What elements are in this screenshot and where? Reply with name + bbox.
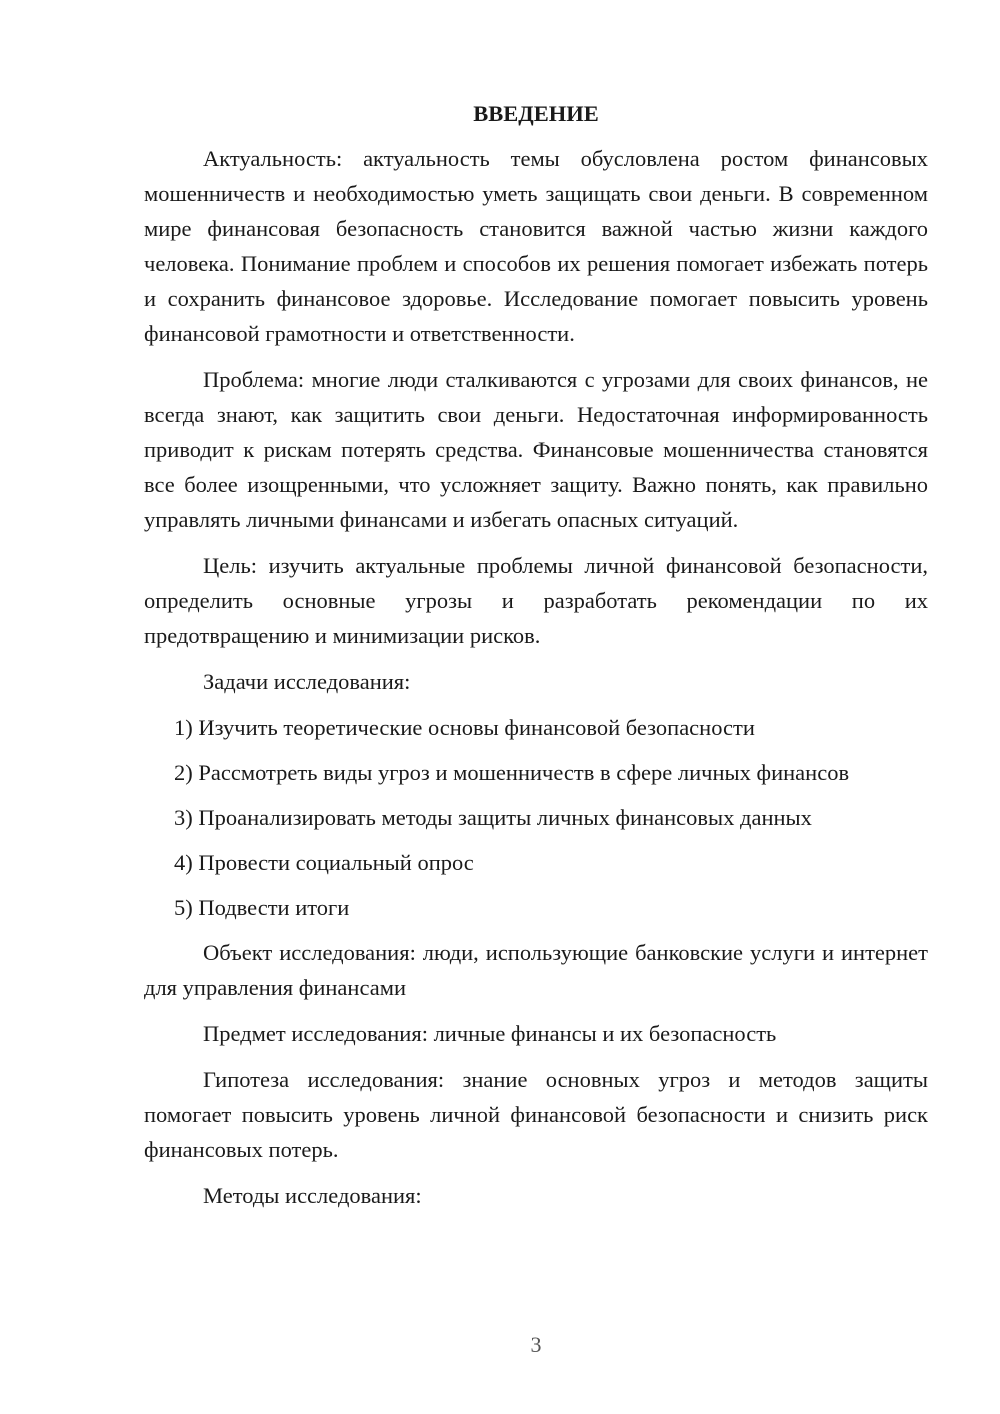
tasks-heading: Задачи исследования:	[203, 669, 411, 694]
paragraph-problem: Проблема: многие люди сталкиваются с угрозами для своих финансов, не всегда знают, как защитить свои деньги. Недостаточная информированность приводит к рискам потерять средства. Финансовые мошенничества становятся все более изощренными, что усложняет защиту. Важно понять, как правильно управлять личными финансами и избегать опасных ситуаций.	[144, 367, 928, 532]
paragraph-hypothesis: Гипотеза исследования: знание основных угроз и методов защиты помогает повысить уровень личной финансовой безопасности и снизить риск финансовых потерь.	[144, 1067, 928, 1162]
paragraph-subject: Предмет исследования: личные финансы и их безопасность	[203, 1021, 777, 1046]
paragraph-goal: Цель: изучить актуальные проблемы личной финансовой безопасности, определить основные угрозы и разработать рекомендации по их предотвращению и минимизации рисков.	[144, 553, 928, 648]
list-item: 4) Провести социальный опрос	[174, 850, 474, 875]
list-item: 1) Изучить теоретические основы финансовой безопасности	[174, 715, 755, 740]
methods-heading: Методы исследования:	[203, 1183, 422, 1208]
page-number: 3	[530, 1332, 542, 1357]
list-item: 2) Рассмотреть виды угроз и мошенничеств в сфере личных финансов	[174, 760, 850, 785]
paragraph-relevance: Актуальность: актуальность темы обусловлена ростом финансовых мошенничеств и необходимостью уметь защищать свои деньги. В современном мире финансовая безопасность становится важной частью жизни каждого человека. Понимание проблем и способов их решения помогает избежать потерь и сохранить финансовое здоровье. Исследование помогает повысить уровень финансовой грамотности и ответственности.	[144, 146, 928, 346]
list-item: 5) Подвести итоги	[174, 895, 350, 920]
section-title: ВВЕДЕНИЕ	[473, 101, 599, 126]
list-item: 3) Проанализировать методы защиты личных финансовых данных	[174, 805, 812, 830]
page-content	[144, 96, 928, 1224]
paragraph-object: Объект исследования: люди, использующие банковские услуги и интернет для управления финансами	[144, 940, 928, 1000]
tasks-list	[144, 710, 928, 925]
